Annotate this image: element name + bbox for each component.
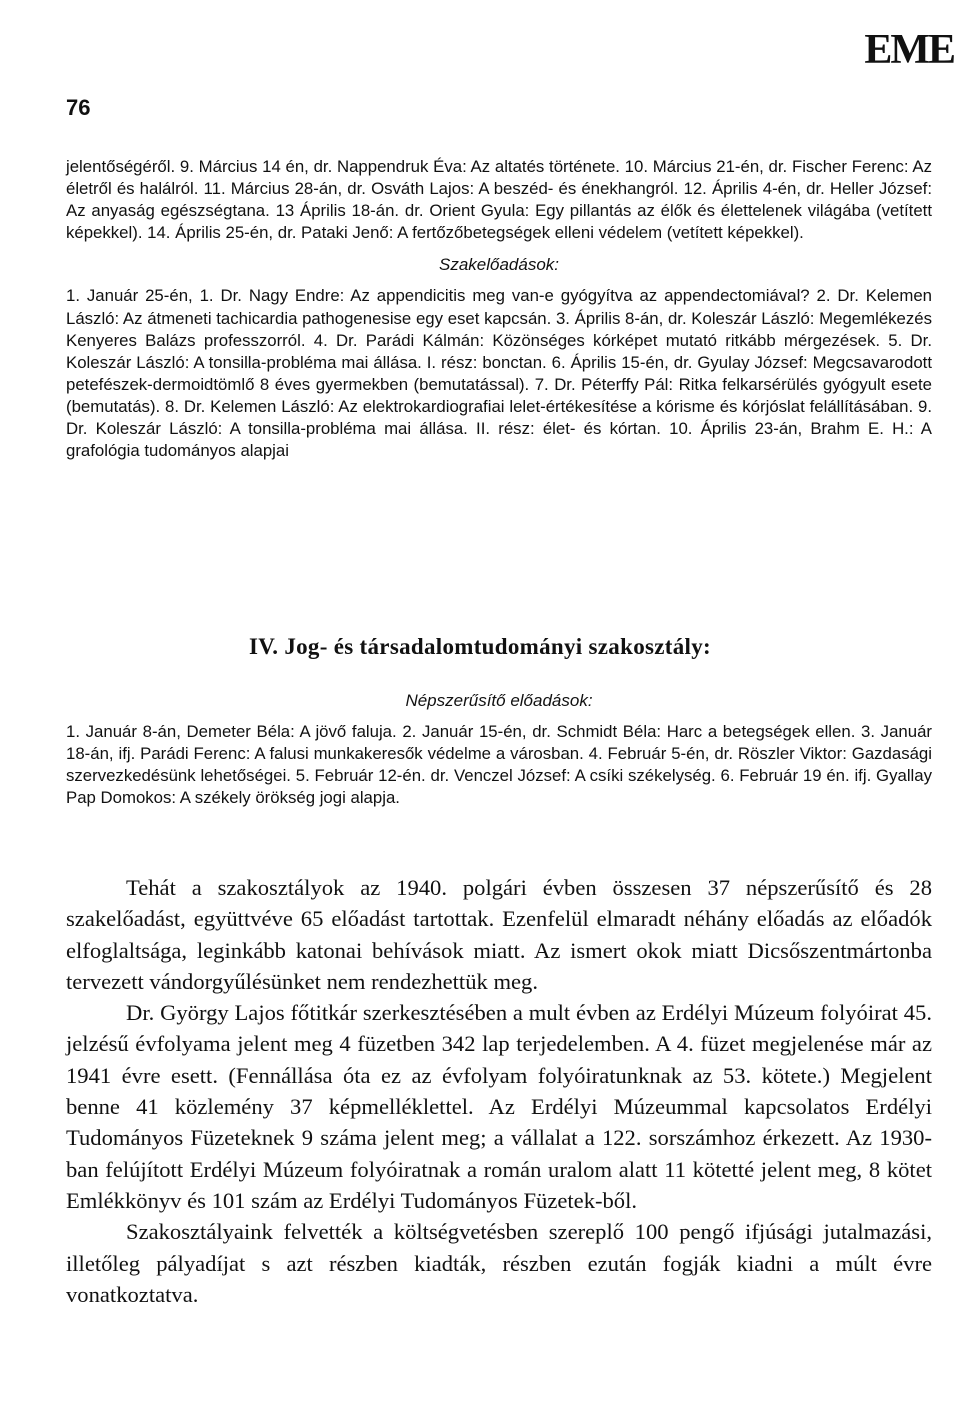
body-paragraph: Tehát a szakosztályok az 1940. polgári évben összesen 37 népszerűsítő és 28 szakelőadást, együttvéve 65 előadást tartottak. Ezenfelül elmaradt néhány előadás az előadók elfoglaltsága, leginkább katonai behívások miatt. Az ismert okok miatt Dicsőszentmártonba tervezett vándorgyűlésünket nem rendezhettük meg.: [66, 875, 932, 994]
section-title: IV. Jog- és társadalomtudományi szakosztály:: [249, 634, 711, 659]
popular-lectures-list: 1. Január 8-án, Demeter Béla: A jövő faluja. 2. Január 15-én, dr. Schmidt Béla: Harc a betegségek ellen. 3. Január 18-án, ifj. Parádi Ferenc: A falusi munkakeresők védelme a városban. 4. Február 5-én, dr. Röszler Viktor: Gazdasági szervezkedésünk lehetőségei. 5. Február 12-én. dr. Venczel József: A csíki székelység. 6. Február 19 én. ifj. Gyallay Pap Domokos: A székely örökség jogi alapja.: [66, 722, 932, 808]
specialist-lectures-heading: Szakelőadások:: [438, 255, 560, 275]
report-body: [66, 872, 932, 1310]
popular-lectures-continued: jelentőségéről. 9. Március 14 én, dr. Nappendruk Éva: Az altatés története. 10. Március 21-én, dr. Fischer Ferenc: Az életről és halálról. 11. Március 28-án, dr. Osváth Lajos: A beszéd- és énekhangról. 12. Április 4-én, dr. Heller József: Az anyaság egészségtana. 13 Április 18-án. dr. Orient Gyula: Egy pillantás az élők és élettelenek világába (vetített képekkel). 14. Április 25-én, dr. Pataki Jenő: A fertőzőbetegségek elleni védelem (vetített képekkel).: [66, 157, 932, 243]
specialist-lectures-list: 1. Január 25-én, 1. Dr. Nagy Endre: Az appendicitis meg van-e gyógyítva az appendectomiával? 2. Dr. Kelemen László: Az átmeneti tachicardia pathogenesise egy eset kapcsán. 3. Április 8-án, dr. Koleszár László: Megemlékezés Kenyeres Balázs professzorról. 4. Dr. Parádi Kálmán: Közönséges kórképet mutató ritkább mérgezések. 5. Dr. Koleszár László: A tonsilla-probléma mai állása. I. rész: bonctan. 6. Április 15-én, dr. Gyulay József: Megcsavarodott petefészek-dermoidtömlő 8 éves gyermekben (bemutatással). 7. Dr. Péterffy Pál: Ritka felkarsérülés gyógyult esete (bemutatás). 8. Dr. Kelemen László: Az elektrokardiografiai lelet-értékesítése a kórisme és kórjóslat felállításában. 9. Dr. Koleszár László: A tonsilla-probléma mai állása. II. rész: élet- és kórtan. 10. Április 23-án, Brahm E. H.: A grafológia tudományos alapjai: [66, 286, 932, 461]
body-paragraph: Szakosztályaink felvették a költségvetésben szereplő 100 pengő ifjúsági jutalmazási, illetőleg pályadíjat s azt részben kiadták, részben ezután fogják kiadni a múlt évre vonatkoztatva.: [66, 1219, 932, 1307]
page-number: 76: [66, 95, 91, 120]
lecture-list-medical: [66, 156, 932, 462]
lecture-list-law: [66, 690, 932, 809]
eme-logo: EME: [864, 27, 954, 73]
body-paragraph: Dr. György Lajos főtitkár szerkesztésében a mult évben az Erdélyi Múzeum folyóirat 45. jelzésű évfolyama jelent meg 4 füzetben 342 lap terjedelemben. A 4. füzet megjelenése már az 1941 évre esett. (Fennállása óta ez az évfolyam folyóiratunknak az 53. kötete.) Megjelent benne 41 közlemény 37 képmelléklettel. Az Erdélyi Múzeummal kapcsolatos Erdélyi Tudományos Füzeteknek 9 száma jelent meg; a vállalat a 122. sorszámhoz érkezett. Az 1930-ban felújított Erdélyi Múzeum folyóiratnak a román uralom alatt 11 kötetté jelent meg, 8 kötet Emlékkönyv és 101 szám az Erdélyi Tudományos Füzetek-ből.: [66, 1000, 932, 1213]
popular-lectures-heading: Népszerűsítő előadások:: [405, 691, 593, 710]
